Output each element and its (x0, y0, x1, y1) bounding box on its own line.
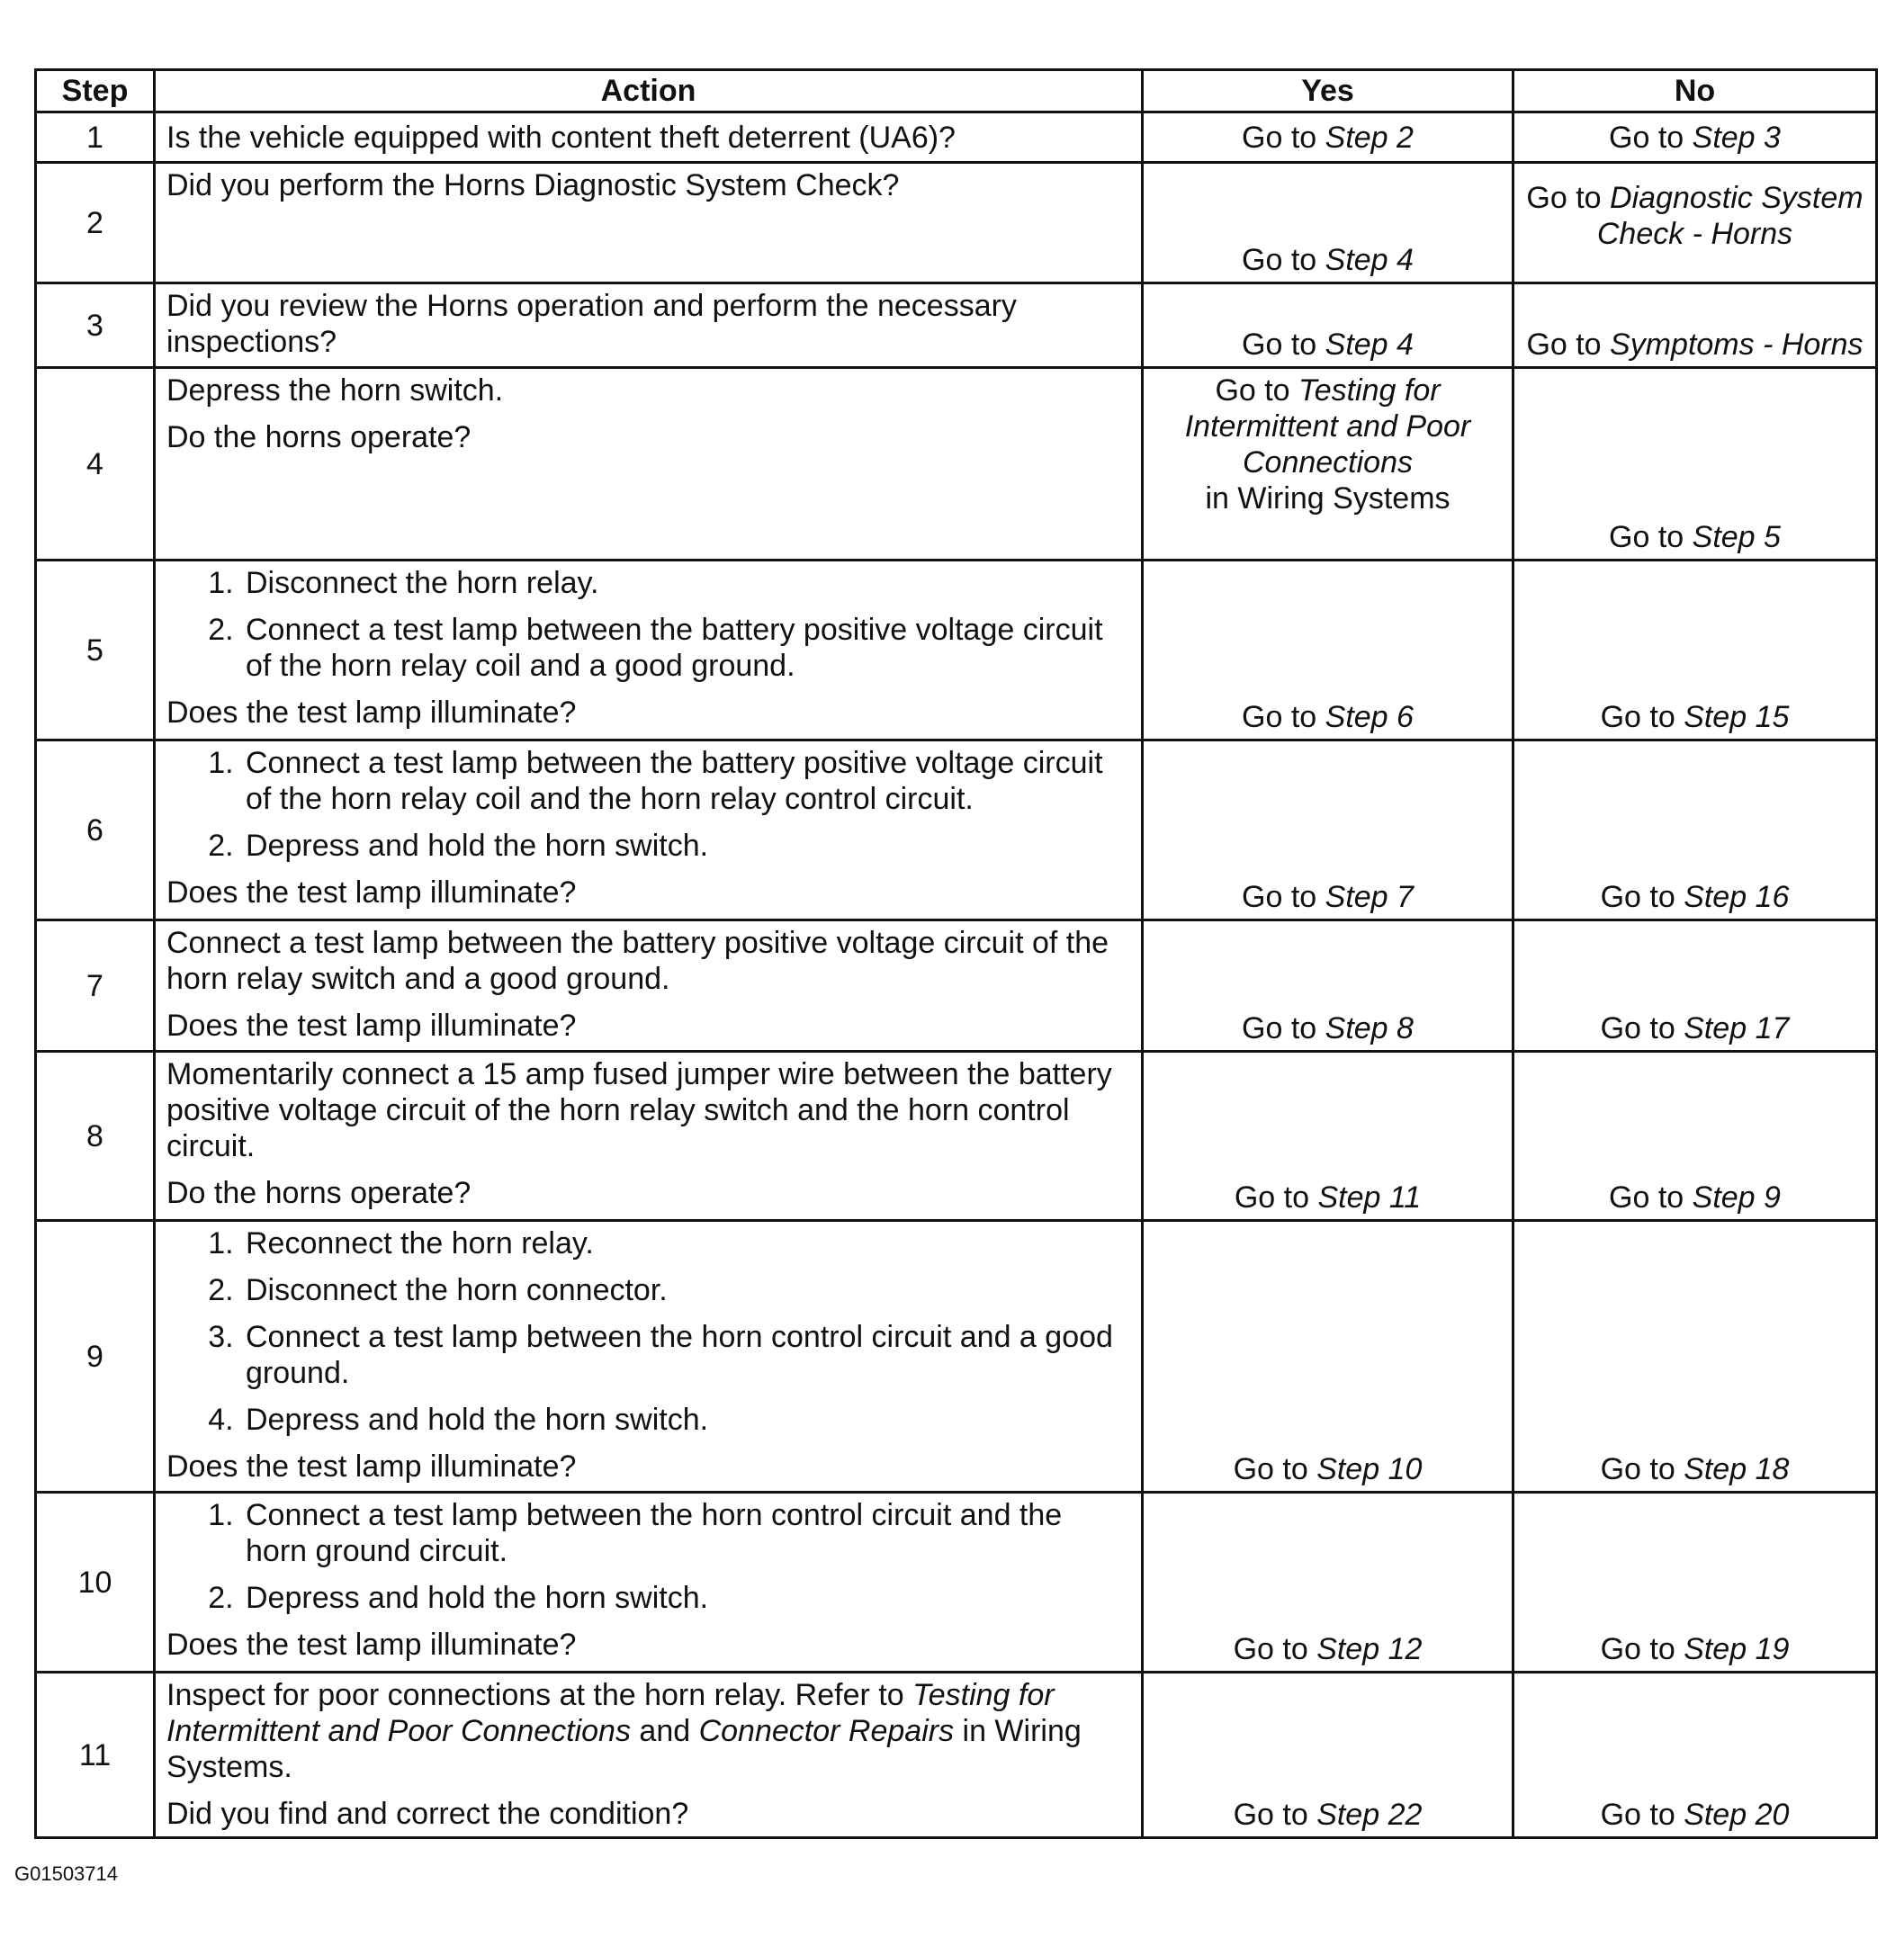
action-question: Do the horns operate? (166, 1176, 472, 1210)
action-text: Depress the horn switch. (166, 373, 504, 408)
yes-reference: Step 6 (1325, 700, 1414, 734)
list-item: 2. Connect a test lamp between the battery positive voltage circuit of the horn relay coil and a good ground. (242, 612, 1130, 684)
table-row (36, 740, 1877, 920)
table-row (36, 920, 1877, 1052)
action-cell (155, 740, 1143, 920)
step-number: 6 (36, 740, 155, 920)
yes-cell (1143, 920, 1513, 1052)
action-question: Do the horns operate? (166, 420, 472, 454)
action-text: Did you review the Horns operation and perform the necessary inspections? (166, 289, 1017, 359)
action-cell (155, 163, 1143, 283)
step-number: 8 (36, 1052, 155, 1221)
no-cell (1513, 1221, 1877, 1493)
no-cell (1513, 163, 1877, 283)
action-list (166, 565, 1130, 684)
no-reference: Step 15 (1684, 700, 1790, 734)
action-cell (155, 1673, 1143, 1838)
figure-code: G01503714 (14, 1862, 118, 1885)
header-no: No (1513, 70, 1877, 112)
no-cell (1513, 1052, 1877, 1221)
action-question: Did you find and correct the condition? (166, 1797, 689, 1831)
no-cell (1513, 920, 1877, 1052)
yes-reference: Step 11 (1317, 1180, 1422, 1215)
header-action: Action (155, 70, 1143, 112)
no-prefix: Go to (1600, 1011, 1684, 1045)
step-number: 5 (36, 561, 155, 740)
step-number: 2 (36, 163, 155, 283)
action-text: Connect a test lamp between the battery positive voltage circuit of the horn relay switch and a good ground. (166, 926, 1109, 996)
no-reference: Step 20 (1684, 1798, 1790, 1832)
table-row (36, 1052, 1877, 1221)
no-cell (1513, 283, 1877, 368)
action-text-part: and (630, 1714, 699, 1748)
action-text-part: Inspect for poor connections at the horn relay. Refer to (166, 1678, 913, 1712)
action-list (166, 745, 1130, 864)
no-prefix: Go to (1600, 1632, 1684, 1666)
action-text: Momentarily connect a 15 amp fused jumper wire between the battery positive voltage circuit of the horn relay switch and the horn control circuit. (166, 1057, 1112, 1163)
action-cell (155, 112, 1143, 163)
yes-prefix: Go to (1242, 327, 1325, 362)
yes-prefix: Go to (1242, 1011, 1325, 1045)
action-reference: Testing for Intermittent and Poor Connections (166, 1678, 1055, 1748)
step-number: 7 (36, 920, 155, 1052)
table-row (36, 561, 1877, 740)
yes-reference: Step 4 (1325, 327, 1414, 362)
table-row (36, 283, 1877, 368)
list-item: 1. Disconnect the horn relay. (242, 565, 1130, 601)
list-item: 2. Depress and hold the horn switch. (242, 828, 1130, 864)
yes-cell (1143, 1673, 1513, 1838)
action-question: Does the test lamp illuminate? (166, 875, 577, 910)
step-number: 9 (36, 1221, 155, 1493)
action-cell (155, 283, 1143, 368)
yes-reference: Step 8 (1325, 1011, 1414, 1045)
no-reference: Step 16 (1684, 880, 1790, 914)
no-cell (1513, 740, 1877, 920)
no-prefix: Go to (1609, 1180, 1693, 1215)
yes-reference: Step 22 (1316, 1798, 1423, 1832)
header-yes: Yes (1143, 70, 1513, 112)
table-row (36, 1221, 1877, 1493)
no-cell (1513, 112, 1877, 163)
list-item: 1. Reconnect the horn relay. (242, 1225, 1130, 1261)
action-cell (155, 920, 1143, 1052)
action-text (166, 1677, 1130, 1785)
no-reference: Diagnostic System Check - Horns (1596, 181, 1864, 251)
no-prefix: Go to (1609, 520, 1693, 554)
action-list (166, 1497, 1130, 1616)
yes-prefix: Go to (1242, 880, 1325, 914)
yes-prefix: Go to (1233, 1452, 1317, 1486)
action-cell (155, 368, 1143, 561)
yes-cell (1143, 283, 1513, 368)
action-list (166, 1225, 1130, 1438)
no-prefix: Go to (1600, 1798, 1684, 1832)
list-item: 2. Depress and hold the horn switch. (242, 1580, 1130, 1616)
yes-reference: Step 10 (1316, 1452, 1423, 1486)
action-text: Is the vehicle equipped with content theft deterrent (UA6)? (166, 120, 956, 155)
step-number: 3 (36, 283, 155, 368)
no-prefix: Go to (1526, 327, 1611, 362)
step-number: 1 (36, 112, 155, 163)
yes-cell (1143, 1493, 1513, 1673)
yes-cell (1143, 1221, 1513, 1493)
table-row (36, 112, 1877, 163)
yes-reference: Step 2 (1325, 120, 1414, 155)
no-reference: Step 9 (1692, 1180, 1781, 1215)
yes-prefix: Go to (1233, 1798, 1317, 1832)
action-reference: Connector Repairs (698, 1714, 955, 1748)
no-cell (1513, 561, 1877, 740)
table-row (36, 368, 1877, 561)
yes-cell (1143, 163, 1513, 283)
step-number: 10 (36, 1493, 155, 1673)
step-number: 4 (36, 368, 155, 561)
list-item: 3. Connect a test lamp between the horn control circuit and a good ground. (242, 1319, 1130, 1391)
yes-cell (1143, 368, 1513, 561)
action-question: Does the test lamp illuminate? (166, 1628, 577, 1662)
no-prefix: Go to (1600, 1452, 1684, 1486)
step-number: 11 (36, 1673, 155, 1838)
yes-reference: Step 4 (1325, 243, 1414, 277)
no-reference: Step 5 (1692, 520, 1781, 554)
table-row (36, 1493, 1877, 1673)
list-item: 2. Disconnect the horn connector. (242, 1272, 1130, 1308)
yes-prefix: Go to (1242, 700, 1325, 734)
header-step: Step (36, 70, 155, 112)
action-cell (155, 561, 1143, 740)
action-cell (155, 1052, 1143, 1221)
action-text-part: in Wiring Systems. (166, 1714, 1082, 1784)
no-reference: Step 18 (1684, 1452, 1790, 1486)
yes-reference: Testing for Intermittent and Poor Connections (1184, 373, 1471, 480)
yes-reference: Step 7 (1325, 880, 1414, 914)
table-row (36, 1673, 1877, 1838)
yes-prefix: Go to (1234, 1180, 1318, 1215)
action-question: Does the test lamp illuminate? (166, 1009, 577, 1043)
table-row (36, 163, 1877, 283)
list-item: 4. Depress and hold the horn switch. (242, 1402, 1130, 1438)
no-prefix: Go to (1600, 880, 1684, 914)
action-question: Does the test lamp illuminate? (166, 1449, 577, 1484)
yes-reference: Step 12 (1316, 1632, 1423, 1666)
list-item: 1. Connect a test lamp between the horn control circuit and the horn ground circuit. (242, 1497, 1130, 1569)
action-cell (155, 1493, 1143, 1673)
yes-prefix: Go to (1233, 1632, 1317, 1666)
no-cell (1513, 1673, 1877, 1838)
header-row (36, 70, 1877, 112)
no-reference: Step 3 (1692, 120, 1781, 155)
no-reference: Step 17 (1684, 1011, 1790, 1045)
yes-cell (1143, 1052, 1513, 1221)
action-cell (155, 1221, 1143, 1493)
action-question: Does the test lamp illuminate? (166, 695, 577, 730)
yes-prefix: Go to (1215, 373, 1299, 408)
yes-prefix: Go to (1242, 120, 1325, 155)
list-item: 1. Connect a test lamp between the battery positive voltage circuit of the horn relay coil and the horn relay control circuit. (242, 745, 1130, 817)
yes-cell (1143, 112, 1513, 163)
no-cell (1513, 1493, 1877, 1673)
no-cell (1513, 368, 1877, 561)
yes-suffix: in Wiring Systems (1205, 481, 1450, 516)
yes-cell (1143, 740, 1513, 920)
action-text: Did you perform the Horns Diagnostic System Check? (166, 168, 900, 202)
no-prefix: Go to (1526, 181, 1611, 215)
no-prefix: Go to (1609, 120, 1693, 155)
no-reference: Step 19 (1684, 1632, 1790, 1666)
yes-cell (1143, 561, 1513, 740)
yes-prefix: Go to (1242, 243, 1325, 277)
no-reference: Symptoms - Horns (1610, 327, 1864, 362)
diagnostic-table (34, 68, 1878, 1839)
no-prefix: Go to (1600, 700, 1684, 734)
